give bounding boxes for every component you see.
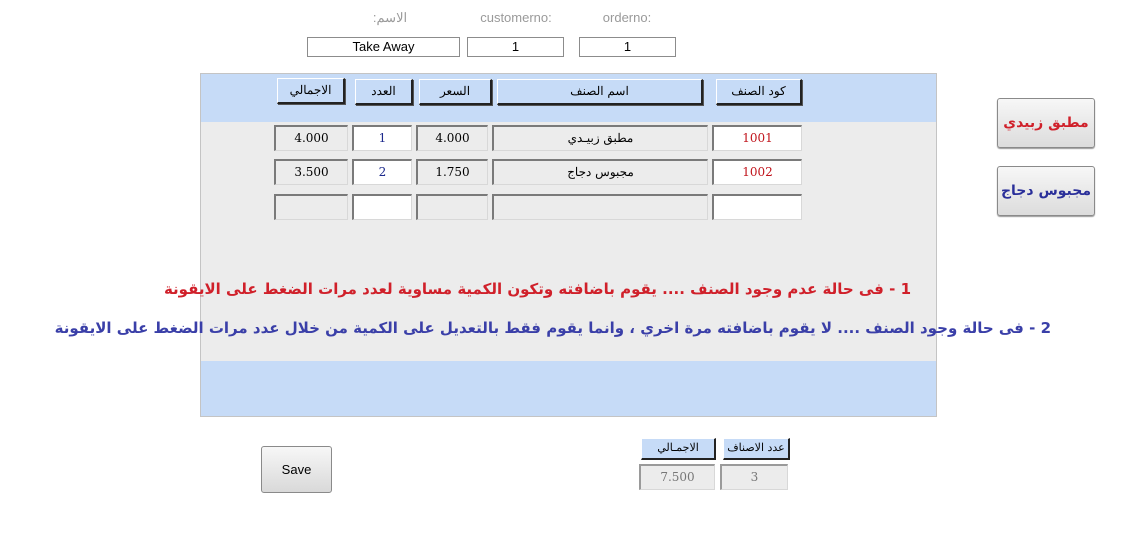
note-2: 2 - فى حالة وجود الصنف .... لا يقوم باضافته مرة اخري ، وانما يقوم فقط بالتعديل على الكمية من خلال عدد مرات الضغط على الايقونة [54, 319, 1051, 337]
header-qty: العدد [355, 79, 413, 105]
header-price: السعر [419, 79, 492, 105]
row1-total[interactable]: 4.000 [274, 125, 348, 151]
row3-code[interactable] [712, 194, 802, 220]
row3-qty[interactable] [352, 194, 412, 220]
grand-total-label: الاجمـالي [641, 438, 716, 460]
row2-code[interactable]: 1002 [712, 159, 802, 185]
add-item-button-1[interactable]: مطبق زبيدي [997, 98, 1095, 148]
name-input[interactable]: Take Away [307, 37, 460, 57]
items-count-label: عدد الاصناف [723, 438, 790, 460]
grand-total-value: 7.500 [639, 464, 715, 490]
row3-price[interactable] [416, 194, 488, 220]
row2-item-name[interactable]: مجبوس دجاج [492, 159, 708, 185]
header-code: كود الصنف [716, 79, 802, 105]
header-total: الاجمالي [277, 78, 345, 104]
customerno-label: customerno: [480, 10, 552, 25]
row3-item-name[interactable] [492, 194, 708, 220]
row2-qty[interactable]: 2 [352, 159, 412, 185]
row1-qty[interactable]: 1 [352, 125, 412, 151]
row2-total[interactable]: 3.500 [274, 159, 348, 185]
add-item-button-2[interactable]: مجبوس دجاج [997, 166, 1095, 216]
row1-price[interactable]: 4.000 [416, 125, 488, 151]
row1-item-name[interactable]: مطبق زبيـدي [492, 125, 708, 151]
orderno-label: orderno: [602, 10, 652, 25]
row2-price[interactable]: 1.750 [416, 159, 488, 185]
orderno-input[interactable]: 1 [579, 37, 676, 57]
items-count-value: 3 [720, 464, 788, 490]
row3-total[interactable] [274, 194, 348, 220]
save-button[interactable]: Save [261, 446, 332, 493]
row1-code[interactable]: 1001 [712, 125, 802, 151]
header-item-name: اسم الصنف [497, 79, 703, 105]
name-label: الاسم: [372, 10, 408, 25]
note-1: 1 - فى حالة عدم وجود الصنف .... يقوم باضافته وتكون الكمية مساوية لعدد مرات الضغط على الايقونة [163, 280, 911, 298]
customerno-input[interactable]: 1 [467, 37, 564, 57]
